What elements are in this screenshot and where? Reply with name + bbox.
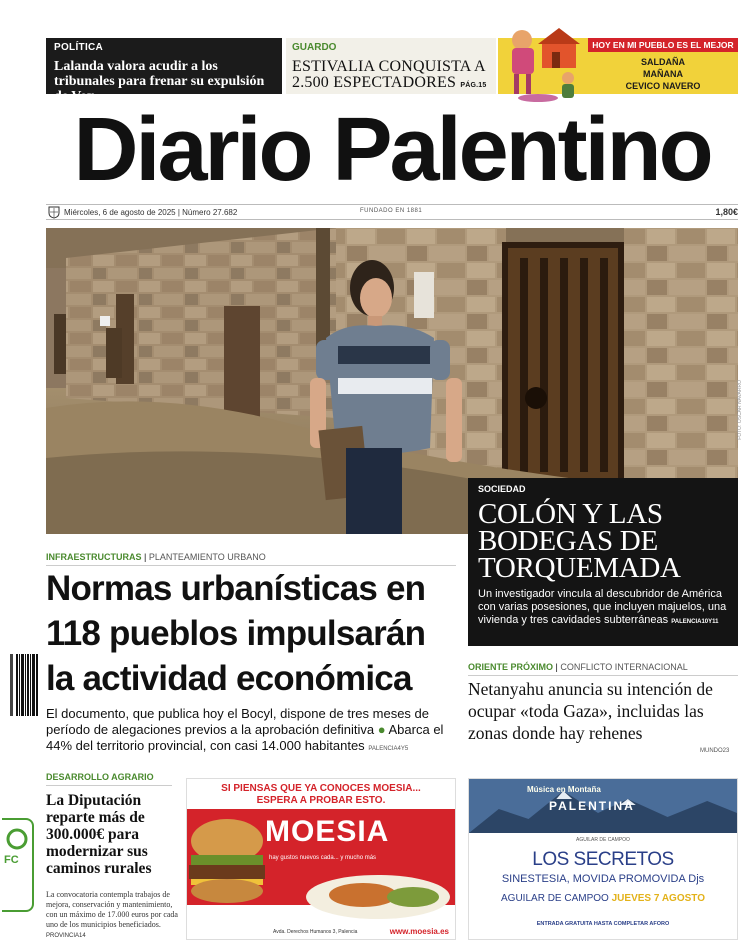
leaf-icon [6, 828, 28, 850]
ad-place: AGUILAR DE CAMPOO [576, 837, 630, 843]
sociedad-story[interactable] [468, 478, 738, 646]
lead-subhead: El documento, que publica hoy el Bocyl, dispone de tres meses de período de alegaciones previos a la aprobación definitiva ● Abarca el 44% del territorio provincial, con casi 14.000 habitantes PALENCIA4Y5 [46, 706, 444, 753]
ad-slogan: hay gustos nuevos cada... y mucho más [269, 855, 377, 861]
ad-moesia[interactable] [186, 778, 456, 940]
pueblo-banner: HOY EN MI PUEBLO ES EL MEJOR [588, 38, 738, 52]
teaser-kicker: GUARDO [292, 42, 337, 53]
ad-url[interactable]: www.moesia.es [389, 927, 449, 936]
food-plate-icon [303, 871, 453, 921]
page-ref: PROVINCIA14 [46, 933, 86, 939]
founded-label: FUNDADO EN 1881 [360, 208, 423, 214]
ad-brand: MOESIA [265, 815, 390, 848]
page-ref: PÁG.15 [460, 82, 487, 89]
story-headline: COLÓN Y LAS BODEGAS DE TORQUEMADA [478, 498, 681, 584]
page-ref: PALENCIA4Y5 [368, 746, 409, 752]
coat-of-arms-icon [48, 206, 60, 219]
fc-label: FC [4, 854, 19, 866]
ad-secretos[interactable] [468, 778, 738, 940]
agrario-headline[interactable]: La Diputación reparte más de 300.000€ para modernizar sus caminos rurales [46, 792, 152, 877]
teaser-guardo[interactable] [286, 38, 496, 94]
teaser-politica[interactable] [46, 38, 282, 104]
barcode [8, 652, 40, 718]
photo-credit: FOTO: OSCAR NAVARRO [737, 380, 743, 440]
page-ref: PALENCIA10Y11 [671, 619, 719, 625]
story-kicker: SOCIEDAD [478, 484, 526, 494]
ad-headline: LOS SECRETOS [532, 849, 674, 870]
teaser-kicker: POLÍTICA [54, 42, 104, 53]
masthead-title[interactable]: Diario Palentino [73, 100, 711, 200]
teaser-headline: Lalanda valora acudir a los tribunales para frenar su expulsión de Vox PALENCIA6 [54, 59, 265, 104]
ad-festival-name: PALENTINA [549, 799, 635, 813]
fc-promo[interactable] [2, 818, 34, 912]
agrario-kicker: DESARROLLO AGRARIO [46, 772, 172, 786]
bullet-icon: ● [377, 722, 386, 737]
pueblo-towns: SALDAÑA MAÑANA CEVICO NAVERO [625, 57, 701, 91]
ad-tagline: SI PIENSAS QUE YA CONOCES MOESIA... ESPERA A PROBAR ESTO. [221, 783, 421, 806]
ad-date-line: AGUILAR DE CAMPOO JUEVES 7 AGOSTO [501, 893, 705, 904]
teaser-headline: ESTIVALIA CONQUISTA A 2.500 ESPECTADORES PÁG.15 [292, 58, 487, 91]
lead-kicker: INFRAESTRUCTURAS | PLANTEAMIENTO URBANO [46, 552, 456, 566]
teaser-pueblo[interactable] [498, 38, 738, 94]
ad-lineup: SINESTESIA, MOVIDA PROMOVIDA Djs [501, 873, 705, 885]
cartoon-illustration [498, 24, 598, 104]
page-ref: MUNDO23 [700, 748, 730, 754]
ad-festival-label: Música en Montaña [527, 785, 601, 794]
ad-address: Avda. Derechos Humanos 3, Palencia [273, 929, 358, 935]
ad-footer: ENTRADA GRATUITA HASTA COMPLETAR AFORO [536, 921, 670, 927]
story-subhead: Un investigador vincula al descubridor de América con varias posesiones, que incluyen majuelos, una vivienda y tres cavidades subterráneas PALENCIA10Y11 [478, 588, 727, 626]
page-ref: PALENCIA6 [97, 94, 138, 102]
price: 1,80€ [715, 207, 738, 217]
lead-headline[interactable]: Normas urbanísticas en 118 pueblos impulsarán la actividad económica [46, 569, 426, 698]
oriente-headline[interactable]: Netanyahu anuncia su intención de ocupar «toda Gaza», incluidas las zonas donde hay rehenes [468, 679, 713, 743]
dateline [46, 204, 738, 220]
burger-icon [187, 815, 267, 905]
agrario-subhead: La convocatoria contempla trabajos de mejora, conservación y mantenimiento, con un máximo de 17.000 euros por cada uno de los municipios beneficiados. PROVINCIA14 [46, 890, 178, 939]
oriente-kicker: ORIENTE PRÓXIMO | CONFLICTO INTERNACIONAL [468, 662, 738, 676]
issue-date: Miércoles, 6 de agosto de 2025 | Número 27.682 [64, 208, 238, 217]
